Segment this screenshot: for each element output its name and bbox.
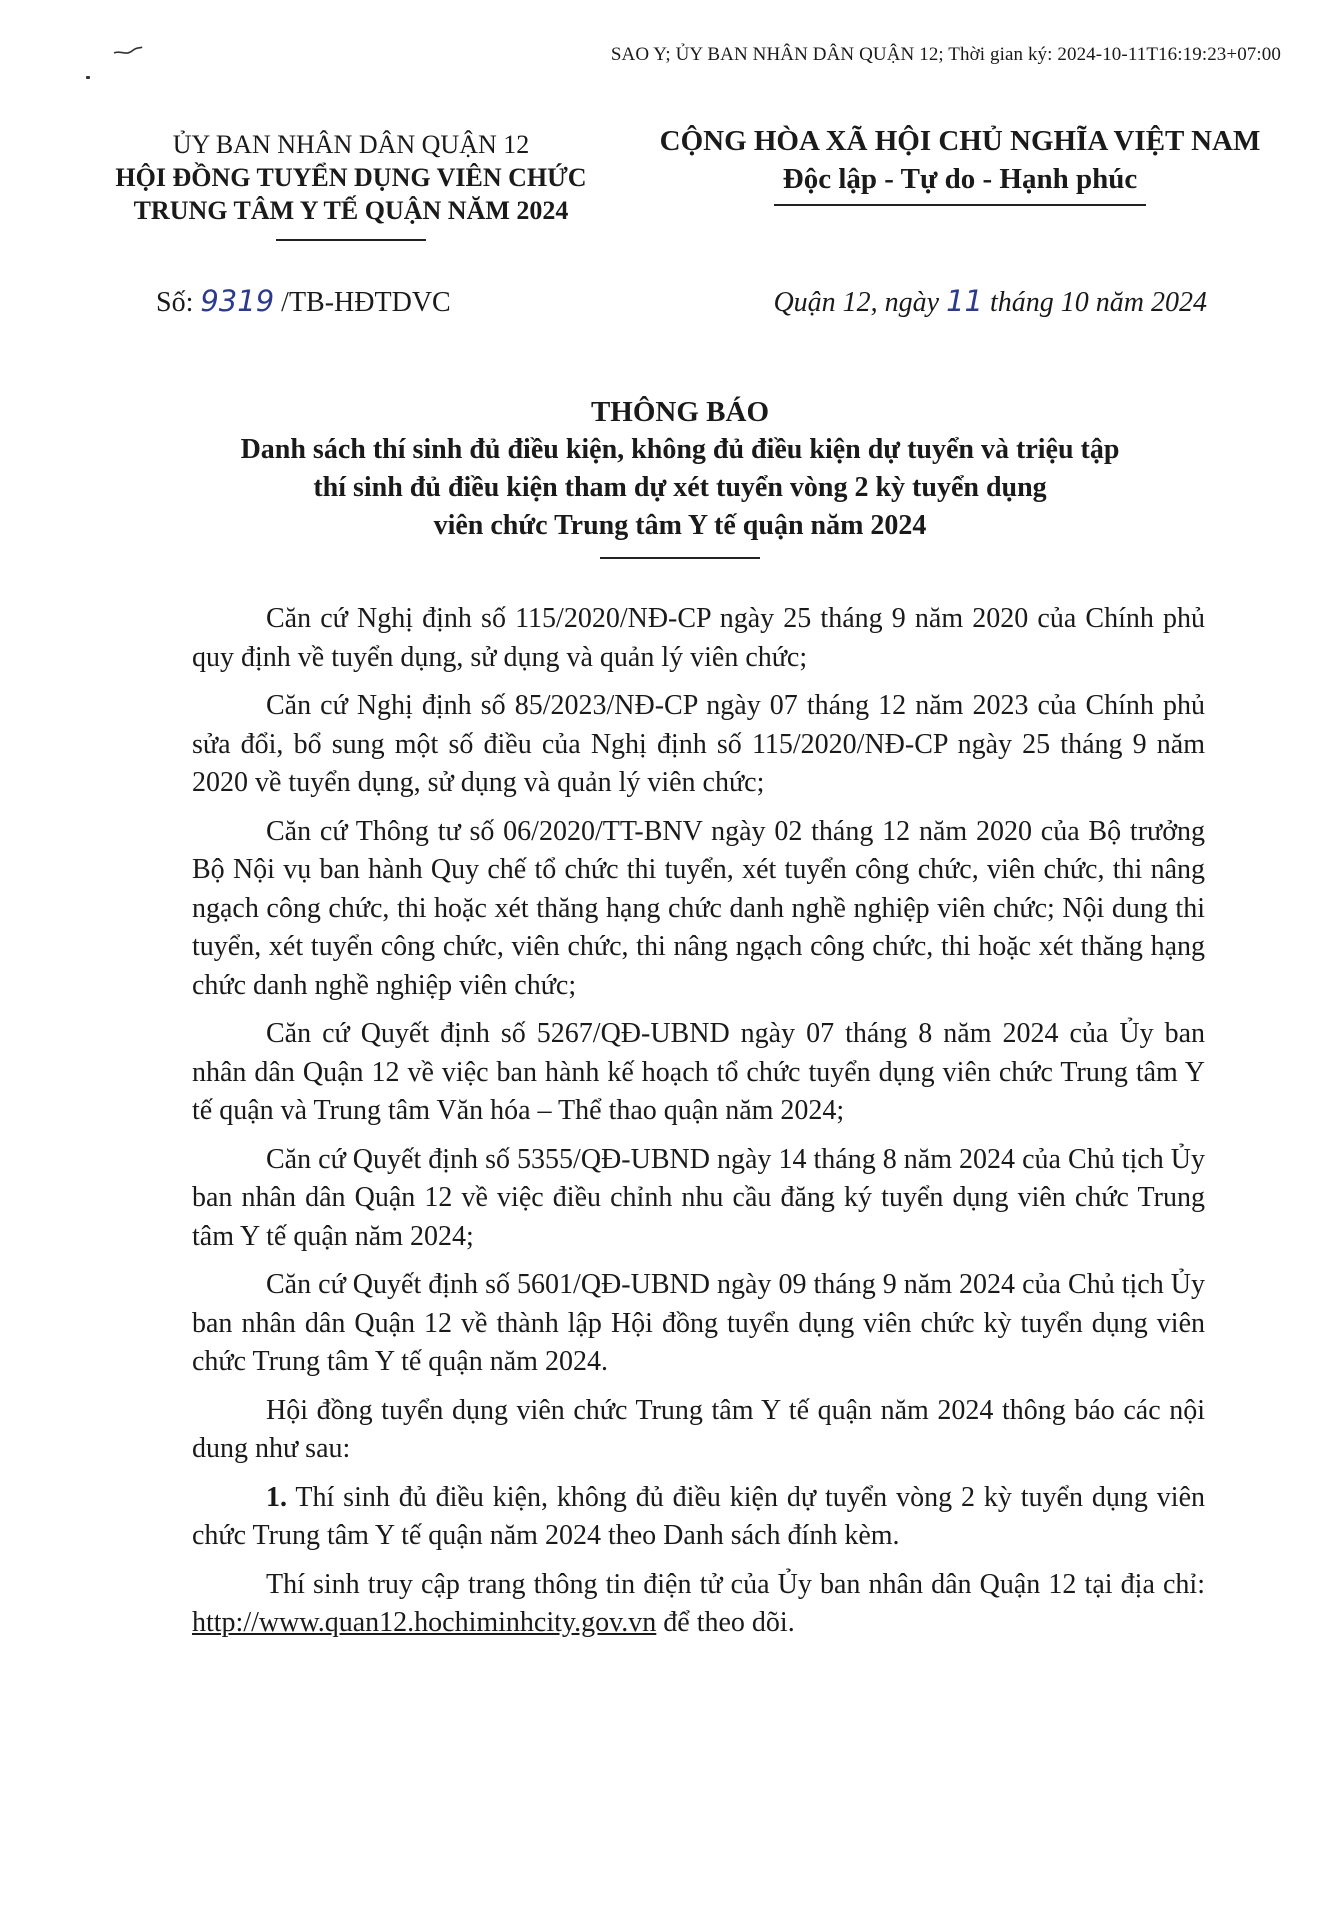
- title-main: THÔNG BÁO: [590, 396, 770, 428]
- issuing-authority-header: [86, 128, 616, 241]
- national-motto: Độc lập - Tự do - Hạnh phúc: [782, 163, 1138, 195]
- document-title: [150, 393, 1210, 559]
- website-link[interactable]: http://www.quan12.hochiminhcity.gov.vn: [192, 1607, 657, 1638]
- document-date: [773, 284, 1207, 319]
- legal-basis-paragraph: Căn cứ Nghị định số 115/2020/NĐ-CP ngày 25 tháng 9 năm 2020 của Chính phủ quy định về tuyển dụng, sử dụng và quản lý viên chức;: [192, 603, 1205, 673]
- header-left-divider: [276, 239, 426, 241]
- authority-line-2: HỘI ĐỒNG TUYỂN DỤNG VIÊN CHỨC: [115, 163, 587, 192]
- doc-number-handwritten: 9319: [200, 284, 275, 318]
- title-line-3: viên chức Trung tâm Y tế quận năm 2024: [433, 510, 927, 541]
- national-motto-header: [650, 122, 1270, 206]
- digital-signature-stamp: SAO Y; ỦY BAN NHÂN DÂN QUẬN 12; Thời gian ký: 2024-10-11T16:19:23+07:00: [610, 44, 1281, 65]
- access-text-end: để theo dõi.: [656, 1607, 795, 1638]
- authority-line-1: ỦY BAN NHÂN DÂN QUẬN 12: [172, 130, 530, 159]
- item-1-number: 1.: [266, 1481, 287, 1513]
- date-suffix: tháng 10 năm 2024: [990, 287, 1207, 318]
- authority-line-3: TRUNG TÂM Y TẾ QUẬN NĂM 2024: [133, 196, 569, 225]
- doc-number-suffix: /TB-HĐTDVC: [281, 287, 451, 318]
- announcement-intro: Hội đồng tuyển dụng viên chức Trung tâm Y tế quận năm 2024 thông báo các nội dung như sau:: [192, 1394, 1205, 1464]
- header-right-divider: [774, 204, 1146, 206]
- document-body: [192, 600, 1205, 1653]
- doc-number-prefix: Số:: [156, 287, 194, 318]
- ink-dot: [86, 76, 90, 79]
- date-prefix: Quận 12, ngày: [773, 287, 940, 318]
- access-instruction: [192, 1566, 1205, 1643]
- date-day-handwritten: 11: [946, 284, 983, 318]
- document-number: [156, 284, 451, 319]
- title-line-1: Danh sách thí sinh đủ điều kiện, không đủ điều kiện dự tuyển và triệu tập: [240, 434, 1120, 465]
- title-divider: [600, 557, 760, 559]
- item-1: [192, 1479, 1205, 1556]
- item-1-text: Thí sinh đủ điều kiện, không đủ điều kiện dự tuyển vòng 2 kỳ tuyển dụng viên chức Trung tâm Y tế quận năm 2024 theo Danh sách đính kèm.: [192, 1481, 1205, 1551]
- legal-basis-paragraph: Căn cứ Quyết định số 5355/QĐ-UBND ngày 14 tháng 8 năm 2024 của Chủ tịch Ủy ban nhân dân Quận 12 về việc điều chỉnh nhu cầu đăng ký tuyển dụng viên chức Trung tâm Y tế quận năm 2024;: [192, 1143, 1205, 1252]
- legal-basis-paragraph: Căn cứ Thông tư số 06/2020/TT-BNV ngày 02 tháng 12 năm 2020 của Bộ trưởng Bộ Nội vụ ban hành Quy chế tổ chức thi tuyển, xét tuyển công chức, viên chức, thi nâng ngạch công chức, thi hoặc xét thăng hạng chức danh nghề nghiệp viên chức; Nội dung thi tuyển, xét tuyển công chức, viên chức, thi nâng ngạch công chức, thi hoặc xét thăng hạng chức danh nghề nghiệp viên chức;: [192, 815, 1205, 1001]
- legal-basis-paragraph: Căn cứ Quyết định số 5601/QĐ-UBND ngày 09 tháng 9 năm 2024 của Chủ tịch Ủy ban nhân dân Quận 12 về thành lập Hội đồng tuyển dụng viên chức kỳ tuyển dụng viên chức Trung tâm Y tế quận năm 2024.: [192, 1269, 1205, 1377]
- legal-basis-paragraph: Căn cứ Nghị định số 85/2023/NĐ-CP ngày 07 tháng 12 năm 2023 của Chính phủ sửa đổi, bổ sung một số điều của Nghị định số 115/2020/NĐ-CP ngày 25 tháng 9 năm 2020 về tuyển dụng, sử dụng và quản lý viên chức;: [192, 690, 1205, 798]
- title-line-2: thí sinh đủ điều kiện tham dự xét tuyển vòng 2 kỳ tuyển dụng: [313, 472, 1047, 503]
- access-text: Thí sinh truy cập trang thông tin điện tử của Ủy ban nhân dân Quận 12 tại địa chỉ:: [266, 1568, 1205, 1600]
- legal-basis-paragraph: Căn cứ Quyết định số 5267/QĐ-UBND ngày 07 tháng 8 năm 2024 của Ủy ban nhân dân Quận 12 về việc ban hành kế hoạch tổ chức tuyển dụng viên chức Trung tâm Y tế quận và Trung tâm Văn hóa – Thể thao quận năm 2024;: [192, 1018, 1205, 1126]
- country-name: CỘNG HÒA XÃ HỘI CHỦ NGHĨA VIỆT NAM: [659, 125, 1261, 157]
